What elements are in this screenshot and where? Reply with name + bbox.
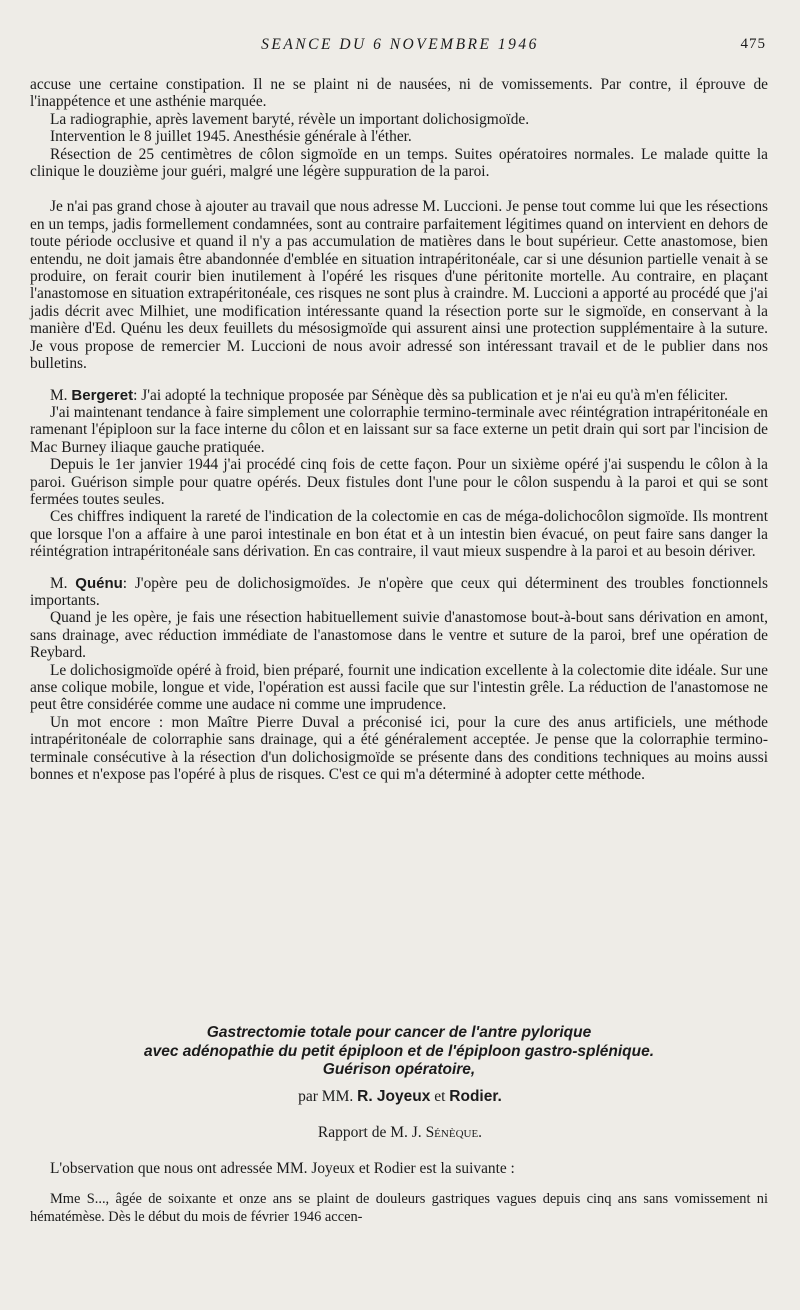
authors-join: et xyxy=(430,1088,450,1105)
page-number: 475 xyxy=(740,36,766,52)
quenu-paragraph: Quand je les opère, je fais une résection habituellement suivie d'anastomose bout-à-bout sans dérivation en amont, sans drainage, avec réduction immédiate de l'anastomose dans le ventre et suture de la paroi, bref une opération de Reybard. xyxy=(30,609,768,662)
speaker-name: Bergeret xyxy=(71,386,134,404)
rapport-name: Sénèque. xyxy=(425,1124,483,1141)
speaker-colon: : xyxy=(122,574,128,592)
bergeret-paragraph: Depuis le 1er janvier 1944 j'ai procédé cinq fois de cette façon. Pour un sixième opéré j'ai suspendu le côlon à la paroi. Guérison simple pour quatre opérés. Deux fistules dont l'une pour le côlon suspendu à la paroi et qui se sont fermées toutes seules. xyxy=(30,456,768,508)
rapport-prefix: Rapport de M. J. xyxy=(317,1124,426,1141)
article-title-line: Gastrectomie totale pour cancer de l'antre pylorique xyxy=(206,1024,592,1041)
commentary-paragraph: Je n'ai pas grand chose à ajouter au travail que nous adresse M. Luccioni. Je pense tout comme lui que les résections en un temps, jadis formellement condamnées, sont au contraire parfaitement légitimes quand on intervient en dehors de toute période occlusive et quand il n'y a pas accumulation de matières dans le bout supérieur. Cette anastomose, bien entendu, ne doit jamais être abandonnée d'emblée en situation intrapéritonéale, car si une désunion partielle venait à se produire, on ferait courir bien inutilement à l'opéré les risques d'une péritonite mortelle. Au contraire, en plaçant l'anastomose en situation extrapéritonéale, ces risques ne sont plus à craindre. M. Luccioni a apporté au procédé que j'ai jadis décrit avec Milhiet, une modification intéressante quand la résection porte sur le sigmoïde, en conservant à la manière d'Ed. Quénu les deux feuillets du mésosigmoïde qui assurent ainsi une protection supplémentaire à la suture. Je vous propose de remercier M. Luccioni de nous avoir adressé son intéressant travail et de le publier dans nos bulletins. xyxy=(30,198,768,373)
article-title-line: avec adénopathie du petit épiploon et de l'épiploon gastro-splénique. xyxy=(143,1042,655,1060)
case-paragraph: accuse une certaine constipation. Il ne se plaint ni de nausées, ni de vomissements. Par contre, il éprouve de l'inappétence et une asthénie marquée. xyxy=(30,76,768,111)
running-header xyxy=(0,36,800,60)
case-paragraph: Intervention le 8 juillet 1945. Anesthésie générale à l'éther. xyxy=(50,128,412,146)
article-intro: L'observation que nous ont adressée MM. Joyeux et Rodier est la suivante : xyxy=(50,1160,515,1177)
author-name: Rodier. xyxy=(449,1088,502,1105)
article-title xyxy=(30,1024,768,1080)
case-paragraph: La radiographie, après lavement baryté, révèle un important dolichosigmoïde. xyxy=(50,110,530,128)
bergeret-intro xyxy=(30,387,768,404)
speaker-prefix: M. xyxy=(50,574,76,592)
speaker-colon: : xyxy=(133,386,138,404)
main-text xyxy=(30,76,768,783)
author-name: R. Joyeux xyxy=(357,1088,431,1105)
article-text xyxy=(30,1160,768,1226)
bergeret-paragraph: J'ai adopté la technique proposée par Sénèque dès sa publication et je n'ai eu qu'à m'en féliciter. xyxy=(141,386,728,404)
article-case: Mme S..., âgée de soixante et onze ans se plaint de douleurs gastriques vagues depuis cinq ans sans vomissement ni hématémèse. Dès le début du mois de février 1946 accen- xyxy=(30,1191,768,1225)
quenu-paragraph: Un mot encore : mon Maître Pierre Duval a préconisé ici, pour la cure des anus artificiels, une méthode intrapéritonéale de colorraphie sans drainage, qui a été généralement acceptée. Je pense que la colorraphie termino-terminale consécutive à la résection d'un dolichosigmoïde se présente dans des conditions techniques au moins aussi bonnes et n'expose pas l'opéré à plus de risques. C'est ce qui m'a déterminé à adopter cette méthode. xyxy=(30,713,768,784)
speaker-name: Quénu xyxy=(75,574,123,592)
report-line xyxy=(0,1124,800,1142)
article-authors xyxy=(0,1088,800,1106)
quenu-paragraph: Le dolichosigmoïde opéré à froid, bien préparé, fournit une indication excellente à la colectomie dite idéale. Sur une anse colique mobile, longue et vide, l'opération est aussi facile que sur l'intestin grêle. La réduction de l'anastomose ne peut être considérée comme une audace ni comme une imprudence. xyxy=(30,661,768,714)
quenu-intro xyxy=(30,575,768,610)
running-title: SEANCE DU 6 NOVEMBRE 1946 xyxy=(261,36,539,53)
bergeret-paragraph: J'ai maintenant tendance à faire simplement une colorraphie termino-terminale avec réintégration intrapéritonéale en ramenant l'épiploon sur la face interne du côlon et en laissant sur sa face externe un petit drain qui sort par l'incision de Mac Burney iliaque gauche pratiquée. xyxy=(30,403,768,456)
quenu-paragraph: J'opère peu de dolichosigmoïdes. Je n'opère que ceux qui déterminent des troubles fonctionnels importants. xyxy=(30,574,768,609)
case-paragraph: Résection de 25 centimètres de côlon sigmoïde en un temps. Suites opératoires normales. Le malade quitte la clinique le douzième jour guéri, malgré une légère suppuration de la paroi. xyxy=(30,145,768,181)
speaker-prefix: M. xyxy=(50,386,72,404)
authors-prefix: par MM. xyxy=(298,1088,358,1105)
bergeret-paragraph: Ces chiffres indiquent la rareté de l'indication de la colectomie en cas de méga-dolichocôlon sigmoïde. Ils montrent que lorsque l'on a affaire à une paroi intestinale en bon état et à un intestin bien évacué, on peut faire sans danger la réintégration intrapéritonéale sans dérivation. En cas contraire, il vaut mieux suspendre à la paroi et au besoin dériver. xyxy=(30,508,768,561)
article-title-line: Guérison opératoire, xyxy=(322,1061,476,1078)
